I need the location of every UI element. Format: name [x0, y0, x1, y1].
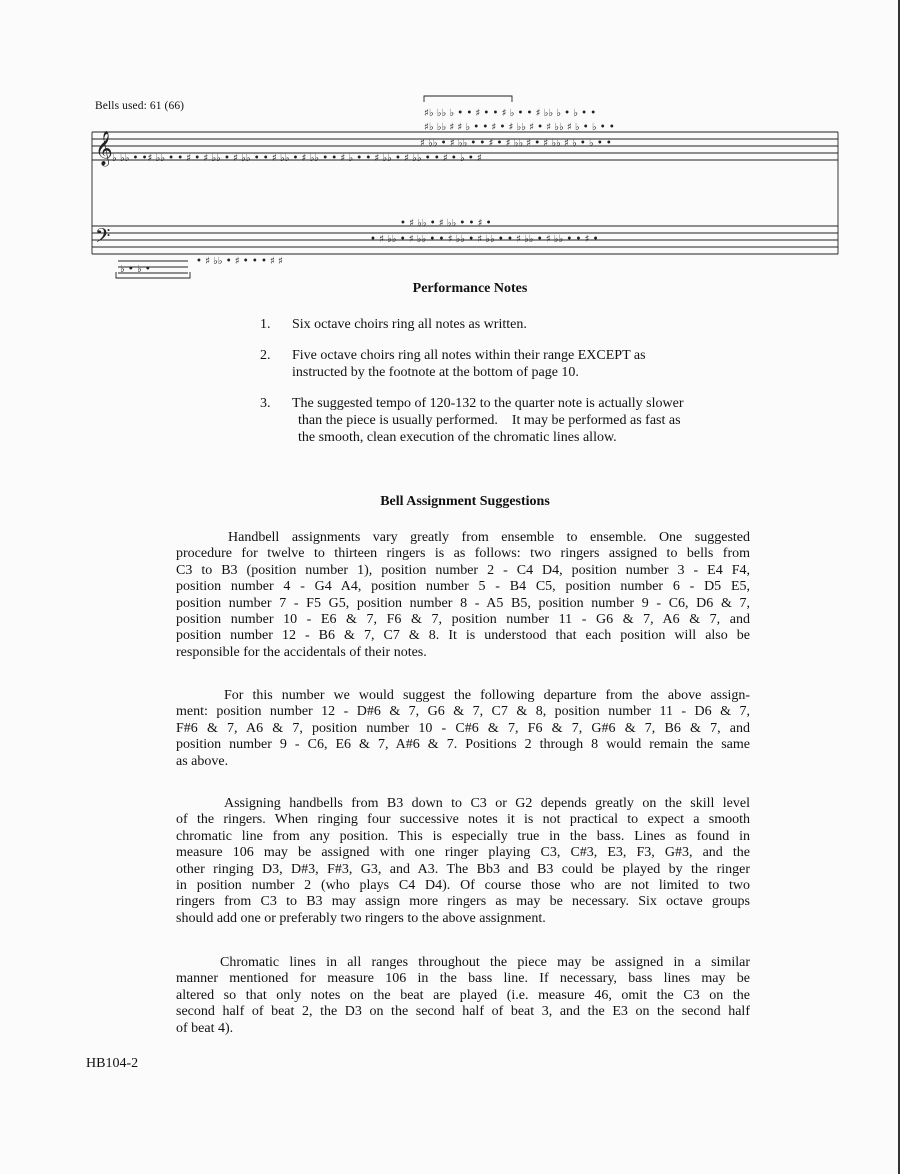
svg-text:• ♯ ♭♭ • ♯ ♭♭ • • ♯ ♭♭ • ♯ ♭♭: • ♯ ♭♭ • ♯ ♭♭ • • ♯ ♭♭ • ♯ ♭♭ • • ♯ ♭♭ • ♯ ♭♭ • • ♯ • [370, 234, 599, 245]
performance-notes-list [260, 316, 756, 460]
bell-assignment-title: Bell Assignment Suggestions [380, 494, 550, 509]
svg-text:𝄢: 𝄢 [95, 224, 111, 252]
page-code: HB104-2 [86, 1056, 139, 1071]
list-item: 3. The suggested tempo of 120-132 to the quarter note is actually slower than the piece is usually performed. It may be performed as fast as the smooth, clean execution of the chromatic lines allow. [260, 396, 684, 445]
svg-text:• ♯ ♭♭ • ♯ ♭♭ • • ♯ •: • ♯ ♭♭ • ♯ ♭♭ • • ♯ • [400, 218, 492, 229]
svg-text:𝄞: 𝄞 [95, 131, 113, 166]
bells-used-label: Bells used: 61 (66) [95, 100, 185, 112]
svg-text:• ♯ ♭♭ • ♯ • • • ♯ ♯: • ♯ ♭♭ • ♯ • • • ♯ ♯ [196, 256, 283, 267]
list-item: 2. Five octave choirs ring all notes within their range EXCEPT as instructed by the footnote at the bottom of page 10. [260, 348, 646, 380]
bell-range-notation [0, 86, 900, 286]
paragraph: Assigning handbells from B3 down to C3 or G2 depends greatly on the skill level of the ringers. When ringing four successive notes it is not practical to expect a smooth chromatic line from any position. This is especially true in the bass. Lines as found in measure 106 may be assigned with one ringer playing C3, C#3, E3, F3, G#3, and the other ringing D3, D#3, F#3, G3, and A3. The Bb3 and B3 could be played by the ringer in position number 2 (who plays C4 D4). Of course those who are not limited to two ringers from C3 to B3 may assign more ringers as may be necessary. Six octave groups should add one or preferably two ringers to the above assignment. [176, 796, 750, 926]
paragraph: For this number we would suggest the following departure from the above assign- ment: position number 12 - D#6 & 7, G6 & 7, C7 & 8, position number 11 - D6 & 7, F#6 & 7, A6 & 7, position number 10 - C#6 & 7, F6 & 7, G#6 & 7, B6 & 7, and position number 9 - C6, E6 & 7, A#6 & 7. Positions 2 through 8 would remain the same as above. [176, 688, 750, 769]
paragraph: Chromatic lines in all ranges throughout the piece may be assigned in a similar manner mentioned for measure 106 in the bass line. If necessary, bass lines may be altered so that only notes on the beat are played (i.e. measure 46, omit the C3 on the second half of beat 2, the D3 on the second half of beat 3, and the E3 on the second half of beat 4). [176, 955, 750, 1036]
svg-text:♯ ♭♭ • ♯ ♭♭ • • ♯ • ♯ ♭♭ ♯ • ♯: ♯ ♭♭ • ♯ ♭♭ • • ♯ • ♯ ♭♭ ♯ • ♯ ♭♭ ♯ ♭ • ♭ • • [420, 138, 612, 149]
paragraph: Handbell assignments vary greatly from ensemble to ensemble. One suggested procedure for twelve to thirteen ringers is as follows: two ringers assigned to bells from C3 to B3 (position number 1), position number 2 - C4 D4, position number 3 - E4 F4, position number 4 - G4 A4, position number 5 - B4 C5, position number 6 - D5 E5, position number 7 - F5 G5, position number 8 - A5 B5, position number 9 - C6, D6 & 7, position number 10 - E6 & 7, F6 & 7, position number 11 - G6 & 7, A6 & 7, and position number 12 - B6 & 7, C7 & 8. It is understood that each position will also be responsible for the accidentals of their notes. [176, 530, 750, 660]
svg-text:♭ • ♭ •: ♭ • ♭ • [120, 264, 151, 275]
svg-text:♯♭ ♭♭ ♯ ♯ ♭ • • ♯ • ♯ ♭♭ ♯ • ♯: ♯♭ ♭♭ ♯ ♯ ♭ • • ♯ • ♯ ♭♭ ♯ • ♯ ♭♭ ♯ ♭ • ♭ • • [424, 122, 615, 133]
svg-text:♭ ♭♭ • •♯ ♭♭ • • ♯ • ♯ ♭♭ • ♯: ♭ ♭♭ • •♯ ♭♭ • • ♯ • ♯ ♭♭ • ♯ ♭♭ • • ♯ ♭♭ • ♯ ♭♭ • • ♯ ♭ • • ♯ ♭♭ • ♯ ♭♭ • • ♯ • ♭ • ♯ [112, 153, 482, 164]
svg-text:♯♭ ♭♭ ♭ • • ♯ • • ♯ ♭ • • ♯ ♭♭: ♯♭ ♭♭ ♭ • • ♯ • • ♯ ♭ • • ♯ ♭♭ ♭ • ♭ • • [424, 108, 597, 119]
list-item: 1. Six octave choirs ring all notes as written. [260, 317, 527, 332]
performance-notes-title: Performance Notes [412, 281, 528, 296]
